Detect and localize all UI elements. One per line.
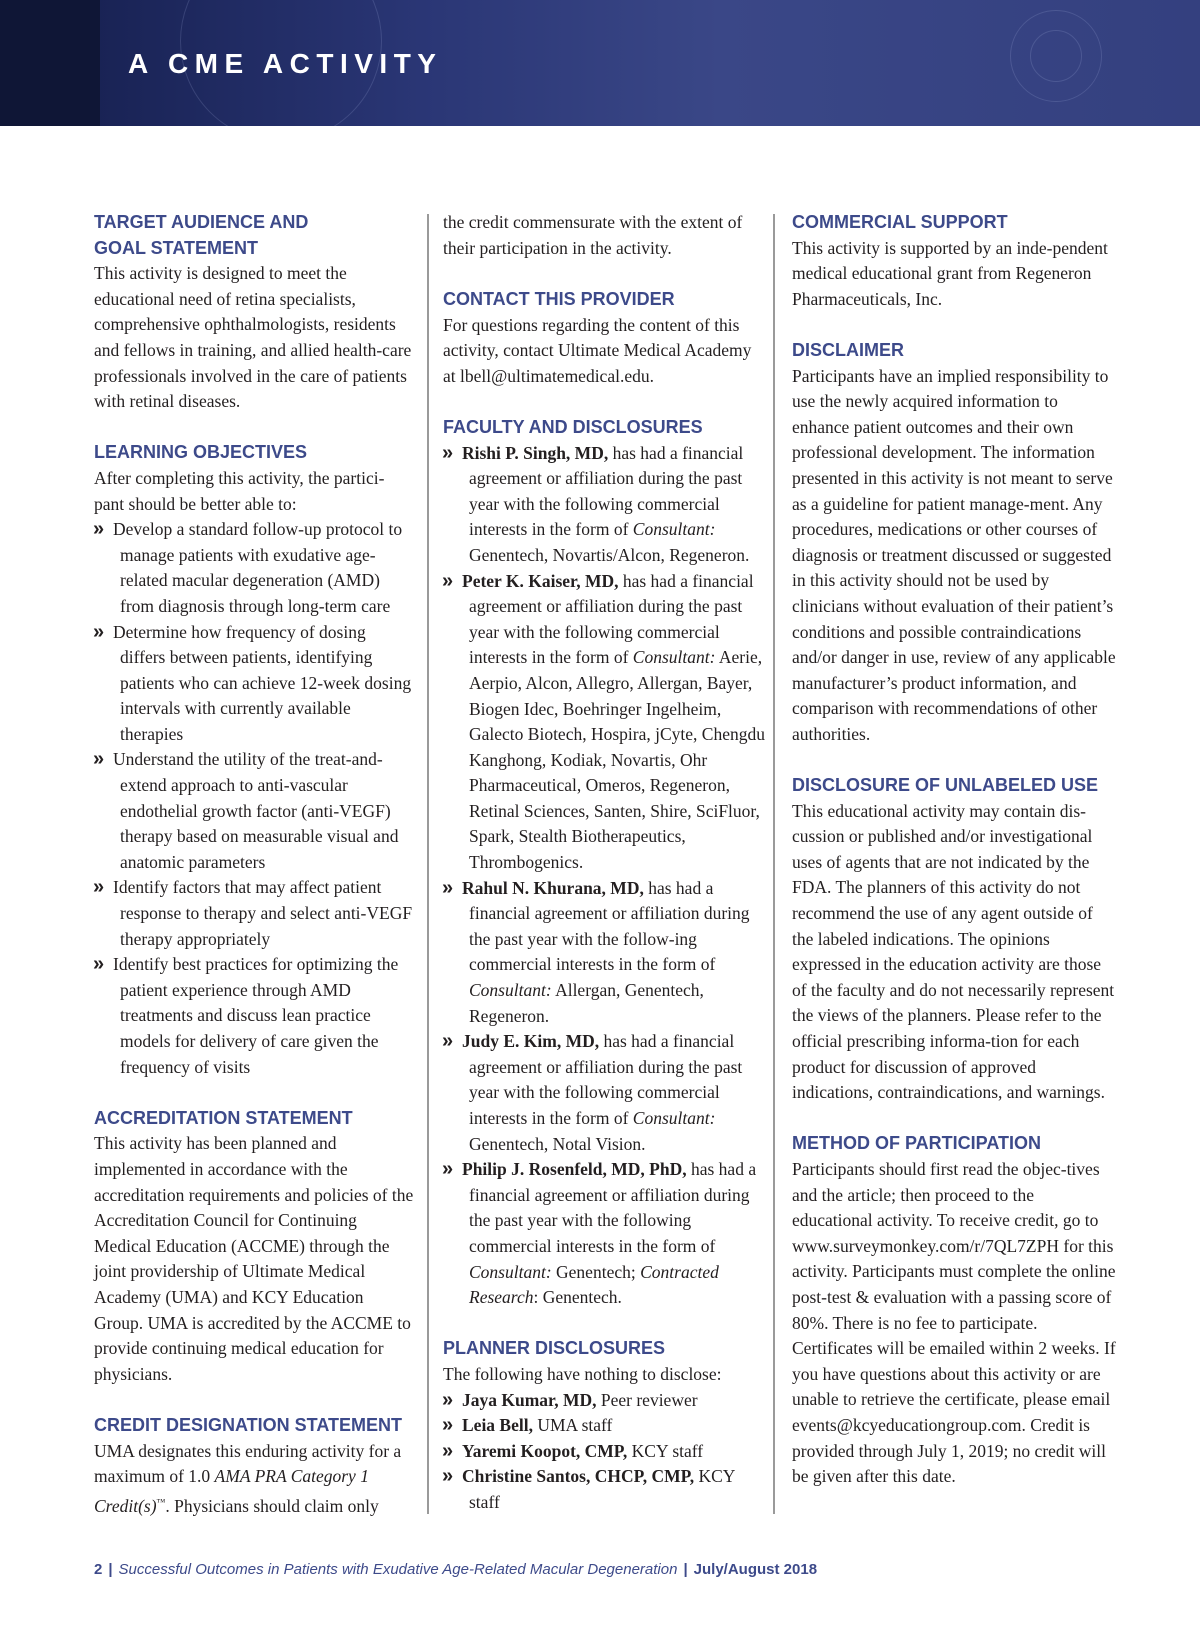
section-body: Participants should first read the objec-tives and the article; then proceed to the educational activity. To receive credit, go to www.surveymonkey.com/r/7QL7ZPH for this activity. Participants must complete the online post-test & evaluation with a passing score of 80%. There is no fee to participate. Certificates will be emailed within 2 weeks. If you have questions about this activity or are unable to retrieve the certificate, please email events@kcyeducationgroup.com. Credit is provided through July 1, 2019; no credit will be given after this date. [792, 1158, 1116, 1487]
list-item: » Identify best practices for optimizing the patient experience through AMD treatments and discuss lean practice models for delivery of care given the frequency of visits [94, 952, 414, 1080]
footer-separator: | [108, 1561, 113, 1578]
credit-continued-spacer [443, 210, 768, 261]
column-3 [792, 210, 1117, 1490]
publication-title: Successful Outcomes in Patients with Exudative Age-Related Macular Degeneration [118, 1561, 678, 1578]
planner-section [443, 1336, 768, 1515]
section-body: For questions regarding the content of this activity, contact Ultimate Medical Academy at lbell@ultimatemedical.edu. [443, 314, 752, 386]
banner-decoration-ring [1030, 30, 1082, 82]
section-heading: PLANNER DISCLOSURES [443, 1338, 666, 1359]
section-heading: LEARNING OBJECTIVES [94, 442, 308, 463]
planner-entry: » Christine Santos, CHCP, CMP, KCY staff [443, 1464, 768, 1515]
section-body: This activity is designed to meet the educational need of retina specialists, comprehensive ophthalmologists, residents and fellows in training, and allied health-care professionals involved in the care of patients with retinal diseases. [94, 263, 412, 412]
page-footer [94, 1561, 817, 1578]
unlabeled-use-section [792, 773, 1117, 1106]
section-heading: DISCLOSURE OF UNLABELED USE [792, 775, 1099, 796]
faculty-section [443, 415, 768, 1311]
planner-entry: » Leia Bell, UMA staff [443, 1413, 768, 1439]
section-intro: After completing this activity, the partici-pant should be better able to: [94, 467, 385, 514]
section-heading: CREDIT DESIGNATION STATEMENT [94, 1414, 402, 1435]
header-banner [0, 0, 1200, 126]
list-item: » Determine how frequency of dosing differs between patients, identifying patients who can achieve 12-week dosing intervals with currently available therapies [94, 620, 414, 748]
list-item: » Identify factors that may affect patient response to therapy and select anti-VEGF therapy appropriately [94, 875, 414, 952]
faculty-list [443, 441, 768, 1311]
section-body: This activity has been planned and implemented in accordance with the accreditation requirements and policies of the Accreditation Council for Continuing Medical Education (ACCME) through the joint providership of Ultimate Medical Academy (UMA) and KCY Education Group. UMA is accredited by the ACCME to provide continuing medical education for physicians. [94, 1133, 414, 1384]
method-section [792, 1131, 1117, 1489]
column-2-content [443, 287, 768, 1516]
faculty-entry: » Peter K. Kaiser, MD, has had a financial agreement or affiliation during the past year with the following commercial interests in the form of Consultant: Aerie, Aerpio, Alcon, Allegro, Allergan, Bayer, Biogen Idec, Boehringer Ingelheim, Galecto Biotech, Hospira, jCyte, Chengdu Kanghong, Kodiak, Novartis, Ohr Pharmaceutical, Omeros, Regeneron, Retinal Sciences, Santen, Shire, SciFluor, Spark, Stealth Biotherapeutics, Thrombogenics. [443, 569, 768, 876]
page-number: 2 [94, 1561, 103, 1578]
section-body: Participants have an implied responsibility to use the newly acquired information to enhance patient outcomes and their own professional development. The information presented in this activity is not meant to serve as a guideline for patient manage-ment. Any procedures, medications or other courses of diagnosis or treatment discussed or suggested in this activity should not be used by clinicians without evaluation of their patient’s conditions and possible contraindications and/or danger in use, review of any applicable manufacturer’s product information, and comparison with recommendations of other authorities. [792, 365, 1116, 744]
section-intro: The following have nothing to disclose: [443, 1363, 722, 1384]
section-heading: FACULTY AND DISCLOSURES [443, 416, 703, 437]
list-item: » Develop a standard follow-up protocol to manage patients with exudative age-related macular degeneration (AMD) from diagnosis through long-term care [94, 517, 414, 619]
contact-section [443, 287, 768, 389]
issue-date: July/August 2018 [693, 1561, 818, 1578]
column-1 [94, 210, 414, 1519]
list-item: » Understand the utility of the treat-and-extend approach to anti-vascular endothelial growth factor (anti-VEGF) therapy based on measurable visual and anatomic parameters [94, 747, 414, 875]
learning-objectives-section [94, 440, 414, 1080]
column-divider [427, 214, 429, 1514]
credit-designation-section [94, 1413, 414, 1519]
disclaimer-section [792, 338, 1117, 748]
faculty-entry: » Rahul N. Khurana, MD, has had a financial agreement or affiliation during the past year with the follow-ing commercial interests in the form of Consultant: Allergan, Genentech, Regeneron. [443, 876, 768, 1030]
planner-list [443, 1388, 768, 1516]
footer-separator: | [683, 1561, 688, 1578]
section-body: This activity is supported by an inde-pendent medical educational grant from Regeneron Pharmaceuticals, Inc. [792, 237, 1108, 309]
faculty-entry: » Philip J. Rosenfeld, MD, PhD, has had a financial agreement or affiliation during the past year with the following commercial interests in the form of Consultant: Genentech; Contracted Research: Genentech. [443, 1157, 768, 1311]
target-audience-section [94, 210, 414, 415]
section-heading: ACCREDITATION STATEMENT [94, 1107, 353, 1128]
section-heading: DISCLAIMER [792, 339, 904, 360]
section-heading: METHOD OF PARTICIPATION [792, 1133, 1041, 1154]
faculty-entry: » Judy E. Kim, MD, has had a financial agreement or affiliation during the past year with the following commercial interests in the form of Consultant: Genentech, Notal Vision. [443, 1029, 768, 1157]
planner-entry: » Yaremi Koopot, CMP, KCY staff [443, 1439, 768, 1465]
section-body: UMA designates this enduring activity for a maximum of 1.0 AMA PRA Category 1 Credit(s)™. Physicians should claim only [94, 1440, 402, 1516]
section-heading: COMMERCIAL SUPPORT [792, 212, 1008, 232]
accreditation-section [94, 1106, 414, 1388]
planner-entry: » Jaya Kumar, MD, Peer reviewer [443, 1388, 768, 1414]
section-body: This educational activity may contain dis-cussion or published and/or investigational uses of agents that are not indicated by the FDA. The planners of this activity do not recommend the use of any agent outside of the labeled indications. The opinions expressed in the education activity are those of the faculty and do not necessarily represent the views of the planners. Please refer to the official prescribing informa-tion for each product for discussion of approved indications, contraindications, and warnings. [792, 800, 1115, 1103]
banner-dark-strip [0, 0, 100, 126]
section-heading: CONTACT THIS PROVIDER [443, 289, 675, 309]
column-2 [443, 210, 768, 261]
objectives-list [94, 517, 414, 1080]
faculty-entry: » Rishi P. Singh, MD, has had a financial agreement or affiliation during the past year with the following commercial interests in the form of Consultant: Genentech, Novartis/Alcon, Regeneron. [443, 441, 768, 569]
column-divider [773, 214, 775, 1514]
banner-title: A CME ACTIVITY [128, 48, 443, 79]
commercial-support-section [792, 210, 1117, 312]
section-body-continued: the credit commensurate with the extent of their participation in the activity. [443, 212, 743, 258]
section-heading: TARGET AUDIENCE AND GOAL STATEMENT [94, 212, 309, 258]
